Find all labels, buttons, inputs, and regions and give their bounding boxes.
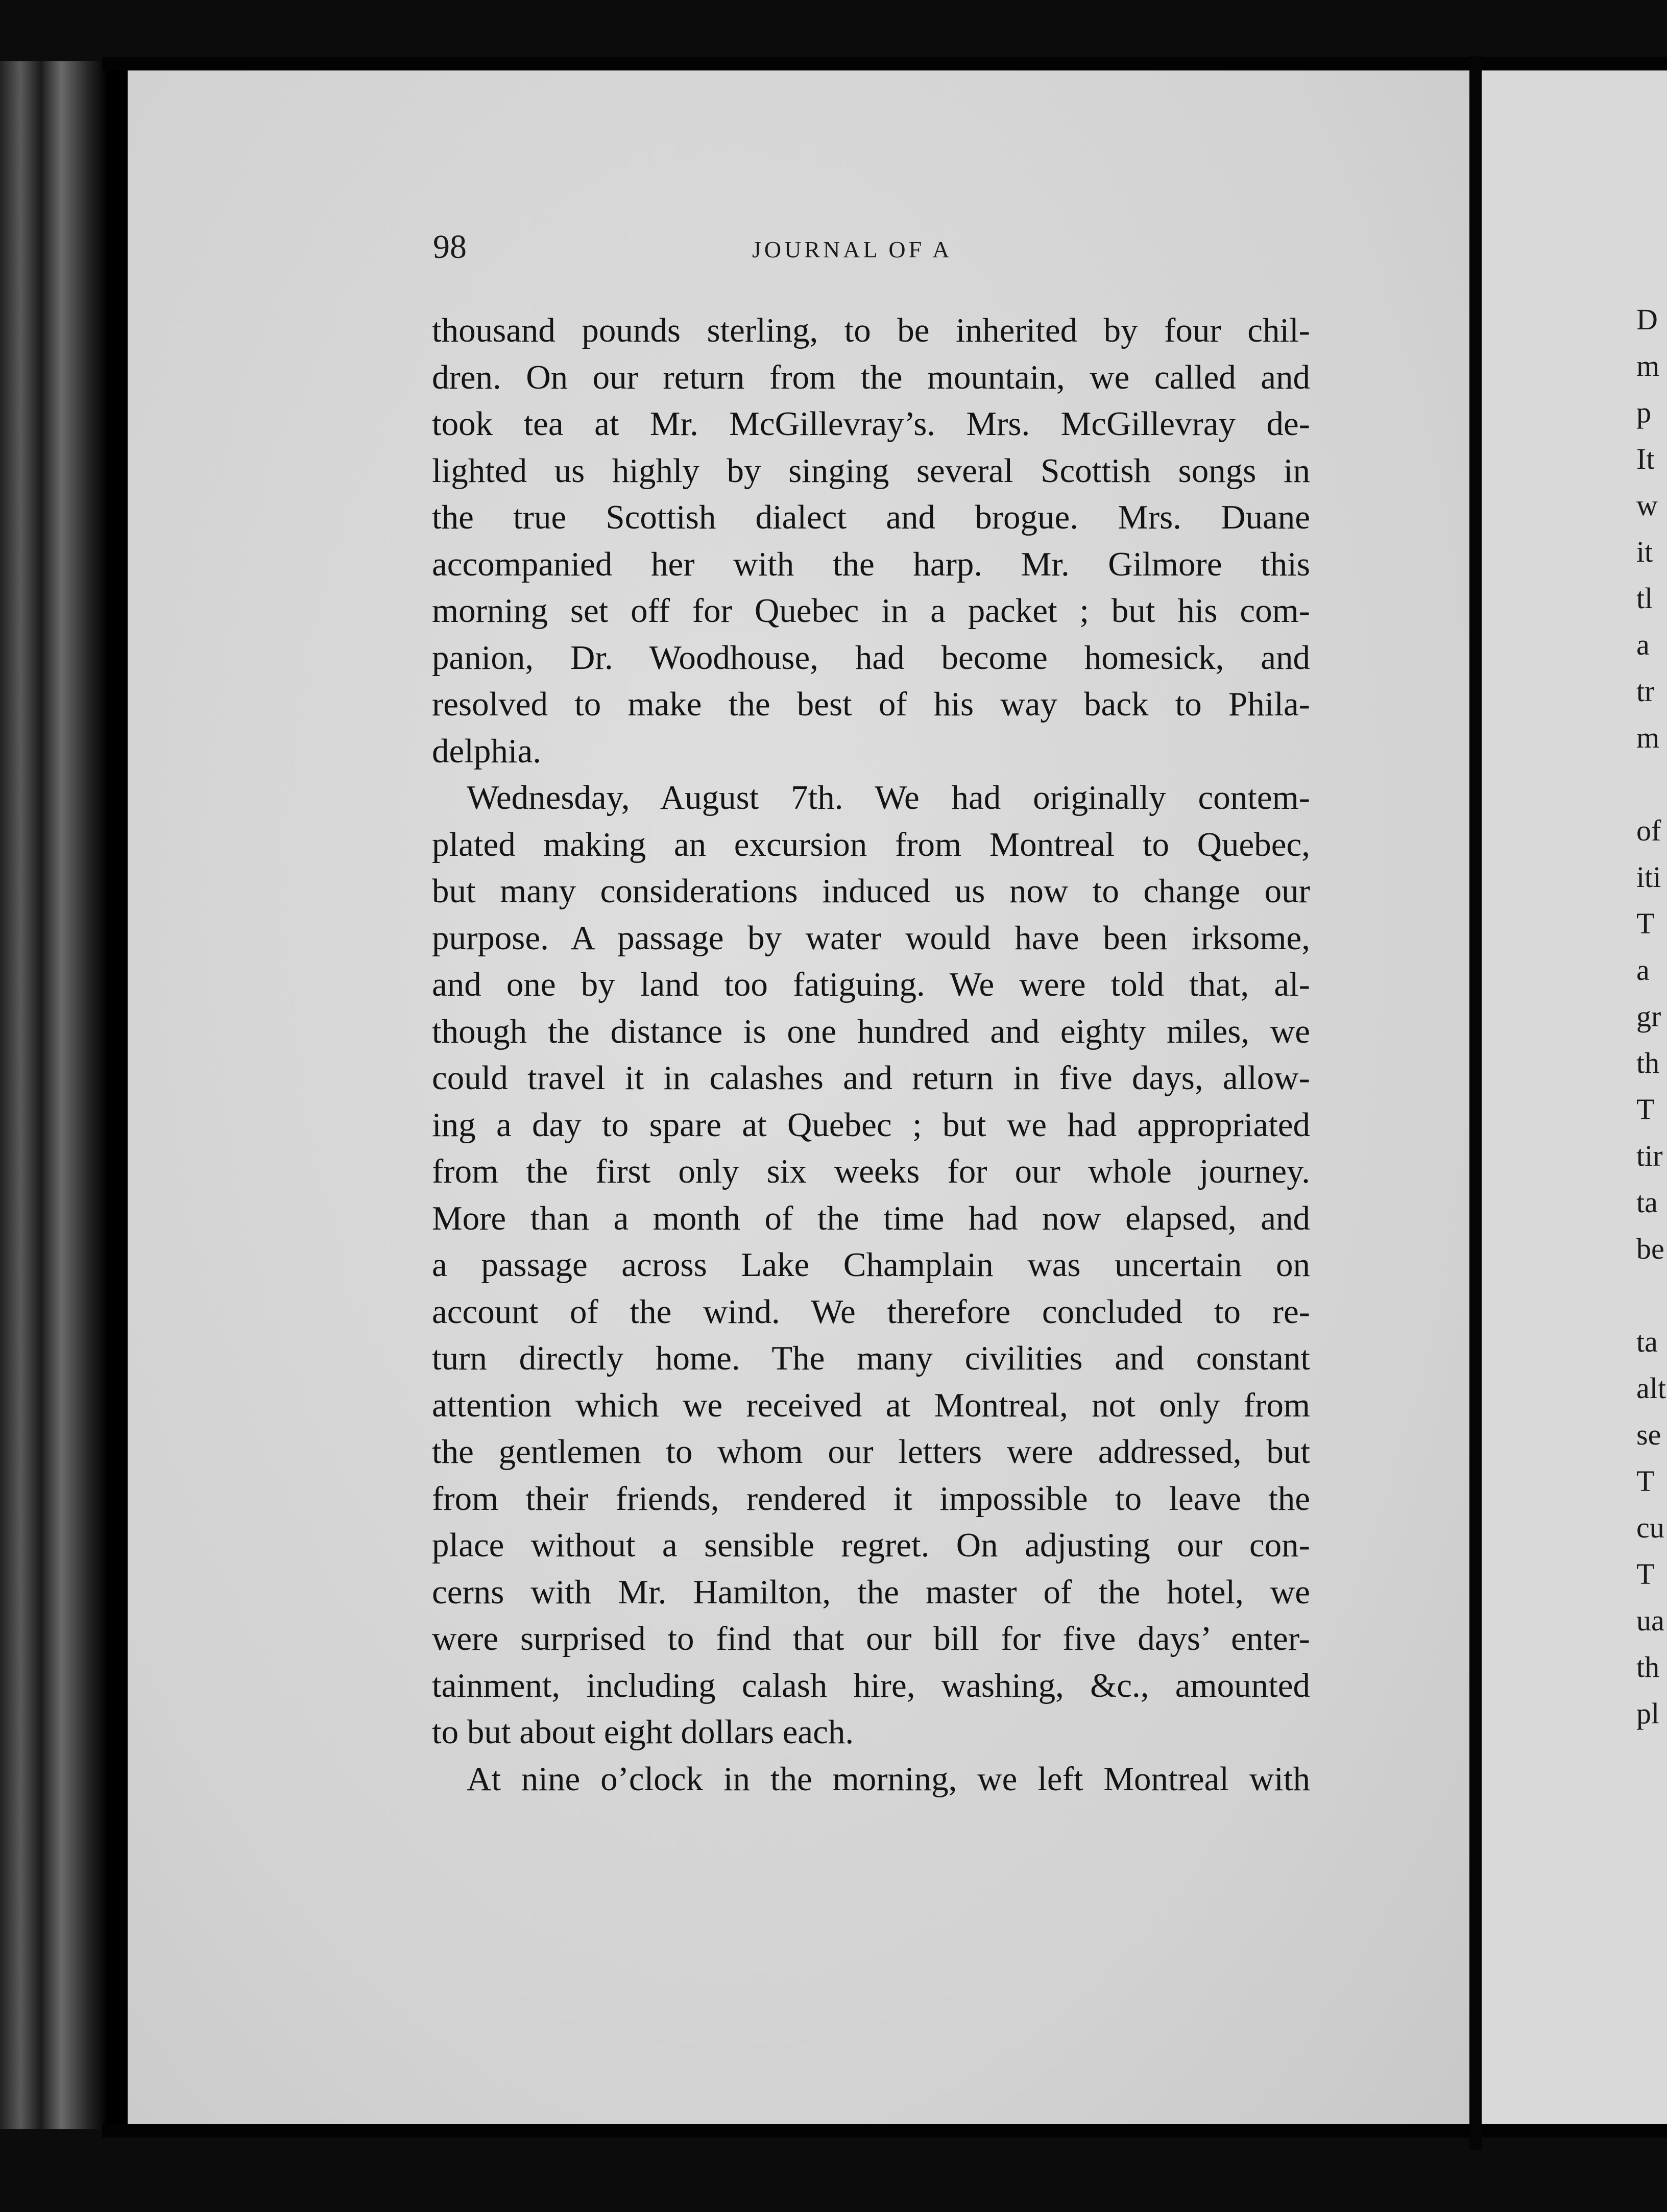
text-line: lighted us highly by singing several Scottish songs in <box>432 451 1310 490</box>
facing-line-fragment: p <box>1636 396 1651 429</box>
facing-line-fragment: T <box>1636 907 1655 940</box>
facing-line-fragment: T <box>1636 1093 1655 1126</box>
facing-line-fragment: gr <box>1636 1000 1661 1033</box>
text-line: plated making an excursion from Montreal to Quebec, <box>432 825 1310 863</box>
text-line: At nine o’clock in the morning, we left Montreal with <box>467 1760 1310 1798</box>
facing-line-fragment: alt <box>1636 1372 1666 1405</box>
facing-line-fragment: ta <box>1636 1186 1658 1219</box>
body-text <box>432 307 1310 1802</box>
text-line: the true Scottish dialect and brogue. Mrs. Duane <box>432 498 1310 536</box>
facing-line-fragment: It <box>1636 442 1655 475</box>
text-line: the gentlemen to whom our letters were addressed, but <box>432 1433 1310 1471</box>
facing-line-fragment: cu <box>1636 1511 1664 1544</box>
facing-line-fragment: th <box>1636 1046 1660 1079</box>
facing-line-fragment: a <box>1636 628 1650 661</box>
text-line: place without a sensible regret. On adjusting our con- <box>432 1526 1310 1564</box>
facing-line-fragment: ta <box>1636 1325 1658 1358</box>
text-line: to but about eight dollars each. <box>432 1713 854 1751</box>
facing-line-fragment: T <box>1636 1557 1655 1591</box>
text-line: could travel it in calashes and return in five days, allow- <box>432 1059 1310 1097</box>
facing-line-fragment: ua <box>1636 1604 1664 1637</box>
facing-line-fragment: m <box>1636 349 1660 382</box>
text-line: account of the wind. We therefore concluded to re- <box>432 1292 1310 1331</box>
text-line: Wednesday, August 7th. We had originally contem- <box>467 779 1310 816</box>
text-line: were surprised to find that our bill for five days’ enter- <box>432 1620 1310 1657</box>
film-edge-left <box>0 0 128 2212</box>
text-line: accompanied her with the harp. Mr. Gilmore this <box>432 545 1310 583</box>
facing-line-fragment: th <box>1636 1650 1660 1684</box>
text-line: but many considerations induced us now to change our <box>432 872 1310 910</box>
facing-line-fragment <box>1636 761 1666 807</box>
text-line: ing a day to spare at Quebec ; but we had appropriated <box>432 1105 1310 1144</box>
film-edge-bottom <box>0 2129 1667 2212</box>
text-line: and one by land too fatiguing. We were told that, al- <box>432 966 1310 1003</box>
text-line: purpose. A passage by water would have been irksome, <box>432 919 1310 957</box>
text-line: attention which we received at Montreal, not only from <box>432 1386 1310 1424</box>
text-line: from the first only six weeks for our whole journey. <box>432 1152 1310 1190</box>
text-line: a passage across Lake Champlain was uncertain on <box>432 1246 1310 1284</box>
text-line: though the distance is one hundred and eighty miles, we <box>432 1012 1310 1050</box>
facing-page-text <box>1636 296 1666 1737</box>
top-frame-rule <box>102 57 1667 70</box>
text-line: morning set off for Quebec in a packet ; but his com- <box>432 592 1310 630</box>
bottom-frame-rule <box>102 2124 1667 2137</box>
facing-line-fragment: tl <box>1636 582 1653 615</box>
text-line: tainment, including calash hire, washing, &c., amounted <box>432 1666 1310 1704</box>
text-line: panion, Dr. Woodhouse, had become homesick, and <box>432 638 1310 677</box>
text-line: took tea at Mr. McGillevray’s. Mrs. McGillevray de- <box>432 405 1310 443</box>
facing-line-fragment: of <box>1636 814 1661 847</box>
facing-line-fragment: w <box>1636 489 1658 522</box>
page-gutter <box>1469 56 1482 2150</box>
text-line: cerns with Mr. Hamilton, the master of the hotel, we <box>432 1573 1310 1611</box>
text-line: resolved to make the best of his way back to Phila- <box>432 685 1310 723</box>
page-number: 98 <box>433 228 467 266</box>
running-title: JOURNAL OF A <box>752 236 953 262</box>
facing-line-fragment: it <box>1636 535 1653 568</box>
facing-line-fragment: se <box>1636 1418 1661 1451</box>
text-line: More than a month of the time had now elapsed, and <box>432 1199 1310 1237</box>
text-line: turn directly home. The many civilities and constant <box>432 1339 1310 1377</box>
facing-line-fragment: be <box>1636 1232 1664 1265</box>
facing-line-fragment: T <box>1636 1464 1655 1498</box>
text-line: delphia. <box>432 732 541 770</box>
film-edge-top <box>0 0 1667 61</box>
facing-line-fragment: iti <box>1636 860 1661 894</box>
facing-line-fragment: a <box>1636 953 1650 987</box>
facing-line-fragment: D <box>1636 303 1658 336</box>
text-line: from their friends, rendered it impossible to leave the <box>432 1479 1310 1518</box>
facing-line-fragment: m <box>1636 721 1660 754</box>
facing-line-fragment: tr <box>1636 675 1655 708</box>
facing-line-fragment <box>1636 1272 1666 1318</box>
facing-line-fragment: tir <box>1636 1139 1663 1172</box>
text-line: thousand pounds sterling, to be inherited by four chil- <box>432 311 1310 349</box>
text-line: dren. On our return from the mountain, we called and <box>432 358 1310 396</box>
facing-line-fragment: pl <box>1636 1697 1660 1730</box>
running-head <box>433 228 1311 274</box>
